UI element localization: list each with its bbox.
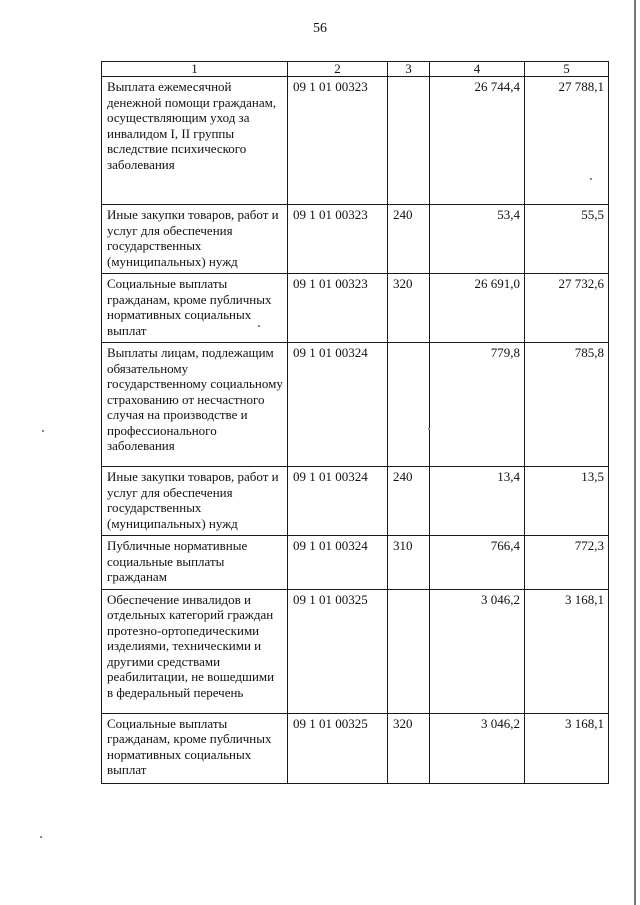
- budget-table: [101, 61, 609, 784]
- row-type: [388, 589, 430, 713]
- row-name: Обеспечение инвалидов и отдельных категорий граждан протезно-ортопедическими изделиями, техническими и другими средствами реабилитации, не вошедшими в федеральный перечень: [102, 589, 288, 713]
- row-value-1: 13,4: [430, 467, 525, 536]
- row-code: 09 1 01 00325: [288, 713, 388, 783]
- row-value-2: 772,3: [525, 536, 609, 590]
- row-code: 09 1 01 00323: [288, 77, 388, 205]
- table-row: [102, 343, 609, 467]
- header-cell-name: 1: [102, 62, 288, 77]
- row-code: 09 1 01 00324: [288, 343, 388, 467]
- row-type: 240: [388, 205, 430, 274]
- scan-speck: [42, 430, 44, 432]
- row-type: [388, 77, 430, 205]
- row-value-2: 3 168,1: [525, 713, 609, 783]
- row-value-1: 766,4: [430, 536, 525, 590]
- row-value-1: 779,8: [430, 343, 525, 467]
- row-type: [388, 343, 430, 467]
- row-value-1: 26 744,4: [430, 77, 525, 205]
- table-row: [102, 536, 609, 590]
- row-code: 09 1 01 00325: [288, 589, 388, 713]
- table-row: [102, 77, 609, 205]
- scan-speck: [40, 836, 42, 838]
- row-value-2: 13,5: [525, 467, 609, 536]
- row-type: 240: [388, 467, 430, 536]
- row-code: 09 1 01 00324: [288, 467, 388, 536]
- header-cell-code: 2: [288, 62, 388, 77]
- row-value-1: 53,4: [430, 205, 525, 274]
- table-row: [102, 274, 609, 343]
- table-row: [102, 205, 609, 274]
- scan-speck: [590, 178, 592, 180]
- row-type: 320: [388, 713, 430, 783]
- row-type: 320: [388, 274, 430, 343]
- row-value-1: 3 046,2: [430, 713, 525, 783]
- page-number: 56: [313, 21, 327, 36]
- row-value-1: 26 691,0: [430, 274, 525, 343]
- row-value-2: 27 732,6: [525, 274, 609, 343]
- header-cell-value-1: 4: [430, 62, 525, 77]
- row-code: 09 1 01 00323: [288, 274, 388, 343]
- row-name: Публичные нормативные социальные выплаты гражданам: [102, 536, 288, 590]
- scan-edge-line: [634, 0, 636, 905]
- row-value-2: 27 788,1: [525, 77, 609, 205]
- row-type: 310: [388, 536, 430, 590]
- row-value-2: 55,5: [525, 205, 609, 274]
- row-name: Выплаты лицам, подлежащим обязательному государственному социальному страхованию от несчастного случая на производстве и профессионального заболевания: [102, 343, 288, 467]
- row-name: Иные закупки товаров, работ и услуг для обеспечения государственных (муниципальных) нужд: [102, 205, 288, 274]
- row-name: Социальные выплаты гражданам, кроме публичных нормативных социальных выплат: [102, 713, 288, 783]
- row-name: Иные закупки товаров, работ и услуг для обеспечения государственных (муниципальных) нужд: [102, 467, 288, 536]
- row-value-2: 785,8: [525, 343, 609, 467]
- row-name: Выплата ежемесячной денежной помощи гражданам, осуществляющим уход за инвалидом I, II группы вследствие психического заболевания: [102, 77, 288, 205]
- scan-speck: [258, 325, 260, 327]
- row-value-2: 3 168,1: [525, 589, 609, 713]
- scan-speck: [428, 428, 430, 430]
- header-cell-value-2: 5: [525, 62, 609, 77]
- table-row: [102, 467, 609, 536]
- table-header-row: [102, 62, 609, 77]
- table-row: [102, 713, 609, 783]
- row-value-1: 3 046,2: [430, 589, 525, 713]
- row-name: Социальные выплаты гражданам, кроме публичных нормативных социальных выплат: [102, 274, 288, 343]
- row-code: 09 1 01 00323: [288, 205, 388, 274]
- table-row: [102, 589, 609, 713]
- row-code: 09 1 01 00324: [288, 536, 388, 590]
- header-cell-type: 3: [388, 62, 430, 77]
